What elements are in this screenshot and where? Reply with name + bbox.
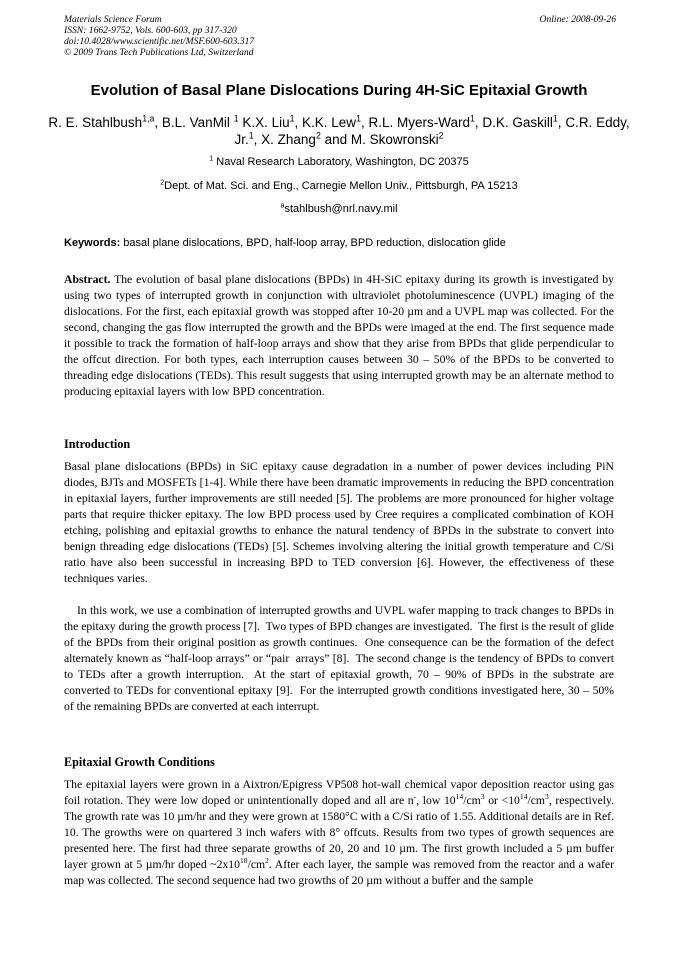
author-affil-mark: 1 [248, 130, 254, 141]
keywords-label: Keywords: [64, 237, 121, 249]
paper-title: Evolution of Basal Plane Dislocations During 4H-SiC Epitaxial Growth [90, 82, 588, 99]
affiliation-2 [40, 180, 638, 192]
growth-text: The epitaxial layers were grown in a Aixtron/Epigress VP508 hot-wall chemical vapor deposition reactor using gas foil rotation. They were low doped or unintentionally doped and all are n [64, 778, 614, 807]
growth-text: /cm [463, 794, 481, 807]
author-email [40, 203, 638, 215]
author-separator: , [474, 115, 483, 130]
affiliation-mark: 1 [209, 154, 214, 163]
growth-text: /cm [527, 794, 546, 807]
superscript: 14 [455, 792, 464, 802]
superscript: 14 [519, 792, 528, 802]
section-heading-growth: Epitaxial Growth Conditions [64, 755, 215, 769]
superscript: 3 [480, 792, 485, 802]
copyright-line: © 2009 Trans Tech Publications Ltd, Switzerland [64, 47, 254, 58]
author-separator: , [294, 115, 303, 130]
abstract-label: Abstract. [64, 273, 111, 286]
author-affil-mark: 2 [438, 130, 444, 141]
journal-name: Materials Science Forum [64, 14, 162, 25]
abstract-text: The evolution of basal plane dislocations (BPDs) in 4H-SiC epitaxy during its growth is investigated by using two types of interrupted growth in conjunction with ultraviolet photoluminescence (UVPL) imaging of the dislocations. For the first, each epitaxial growth was stopped after 10-20 µm and a UVPL map was collected. For the second, changing the gas flow interrupted the growth and the BPDs were imaged at the end. The first sequence made it possible to track the formation of half-loop arrays and show that they arise from BPDs that glide perpendicular to the offcut direction. For both types, each interruption causes between 30 – 50% of the BPDs to be converted to threading edge dislocations (TEDs). This result suggests that using interrupted growth may be an alternate method to producing epitaxial layers with low BPD concentration. [64, 273, 614, 398]
superscript: 18 [239, 856, 248, 866]
affiliation-mark: 2 [160, 178, 165, 187]
section-heading-introduction: Introduction [64, 437, 131, 451]
author-affil-mark: 1 [233, 113, 239, 124]
superscript: 3 [545, 792, 549, 802]
author-separator: , [557, 115, 566, 130]
superscript: 2 [265, 856, 269, 866]
affiliation-mark: a [280, 201, 285, 210]
author-separator: , [360, 115, 369, 130]
author-affil-mark: 1,a [142, 113, 155, 124]
author-affil-mark: 1 [356, 113, 361, 124]
journal-header [64, 14, 616, 58]
author: B.L. VanMil [161, 115, 234, 130]
author: C.R. Eddy, Jr. [234, 115, 630, 147]
introduction-paragraph-2: In this work, we use a combination of interrupted growths and UVPL wafer mapping to track changes to BPDs in the epitaxy during the growth process [7]. Two types of BPD changes are investigated. The first is the result of glide of the BPDs from their original position as growth continues. One consequence can be the formation of the defect alternately known as “half-loop arrays” or “pair arrays” [8]. The second change is the tendency of BPDs to convert to TEDs after a growth interruption. At the start of epitaxial growth, 70 – 90% of BPDs in the substrate are converted to TEDs for conventional epitaxy [9]. For the interrupted growth conditions investigated here, 30 – 50% of the remaining BPDs are converted at each interrupt. [64, 604, 617, 713]
growth-paragraph [64, 777, 614, 889]
issn-line: ISSN: 1662-9752, Vols. 600-603, pp 317-320 [64, 25, 237, 36]
author-separator: and [320, 132, 351, 147]
affiliation-text: Naval Research Laboratory, Washington, DC 20375 [213, 156, 469, 168]
keywords [64, 237, 624, 249]
author-affil-mark: 1 [469, 113, 475, 124]
online-date: Online: 2008-09-26 [539, 14, 616, 25]
doi-line: doi:10.4028/www.scientific.net/MSF.600-603.317 [64, 36, 255, 47]
growth-text: . After each layer, the sample was removed from the reactor and a wafer map was collected. The second sequence had two growths of 20 µm without a buffer and the sample [64, 858, 614, 887]
author-affil-mark: 2 [315, 130, 321, 141]
abstract [64, 272, 614, 400]
keywords-text: basal plane dislocations, BPD, half-loop array, BPD reduction, dislocation glide [120, 237, 506, 249]
superscript: - [413, 792, 417, 802]
author: K.X. Liu [242, 115, 290, 130]
author-separator: , [253, 132, 262, 147]
email-text: stahlbush@nrl.navy.mil [284, 203, 398, 215]
growth-text: /cm [247, 858, 266, 871]
introduction-paragraph-1: Basal plane dislocations (BPDs) in SiC epitaxy cause degradation in a number of power devices including PiN diodes, BJTs and MOSFETs [1-4]. While there have been dramatic improvements in reducing the BPD concentration in epitaxial layers, further improvements are still needed [5]. The problems are more pronounced for higher voltage parts that require thicker epitaxy. The low BPD process used by Cree requires a complicated combination of KOH etching, polishing and epitaxial growths to enhance the natural tendency of BPDs in the substrate to convert into benign threading edge dislocations (TEDs) [5]. Schemes involving altering the initial growth temperature and C/Si ratio have also been successful in increasing BPD to TED conversion [6]. However, the effectiveness of these techniques varies. [64, 460, 614, 585]
author-separator: , [154, 115, 162, 130]
growth-text: or <10 [484, 794, 520, 807]
author: R. E. Stahlbush [48, 115, 143, 130]
author-list [46, 114, 632, 148]
growth-text: , low 10 [416, 794, 456, 807]
author: K.K. Lew [302, 115, 357, 130]
author: D.K. Gaskill [482, 115, 553, 130]
author: X. Zhang [261, 132, 316, 147]
author-affil-mark: 1 [289, 113, 295, 124]
author: R.L. Myers-Ward [368, 115, 470, 130]
author: M. Skowronski [350, 132, 439, 147]
author-affil-mark: 1 [552, 113, 558, 124]
growth-text: , respectively. The growth rate was 10 µm/hr and they were grown at 1580°C with a C/Si ratio of 1.55. Additional details are in Ref. 10. The growths were on quartered 3 inch wafers with 8° offcuts. Results from two types of growth sequences are presented here. The first had three separate growths of 20, 20 and 10 µm. The first growth included a 5 µm buffer layer grown at 5 µm/hr doped ~2x10 [64, 794, 615, 871]
affiliation-text: Dept. of Mat. Sci. and Eng., Carnegie Mellon Univ., Pittsburgh, PA 15213 [164, 180, 518, 192]
affiliation-1 [40, 156, 638, 168]
